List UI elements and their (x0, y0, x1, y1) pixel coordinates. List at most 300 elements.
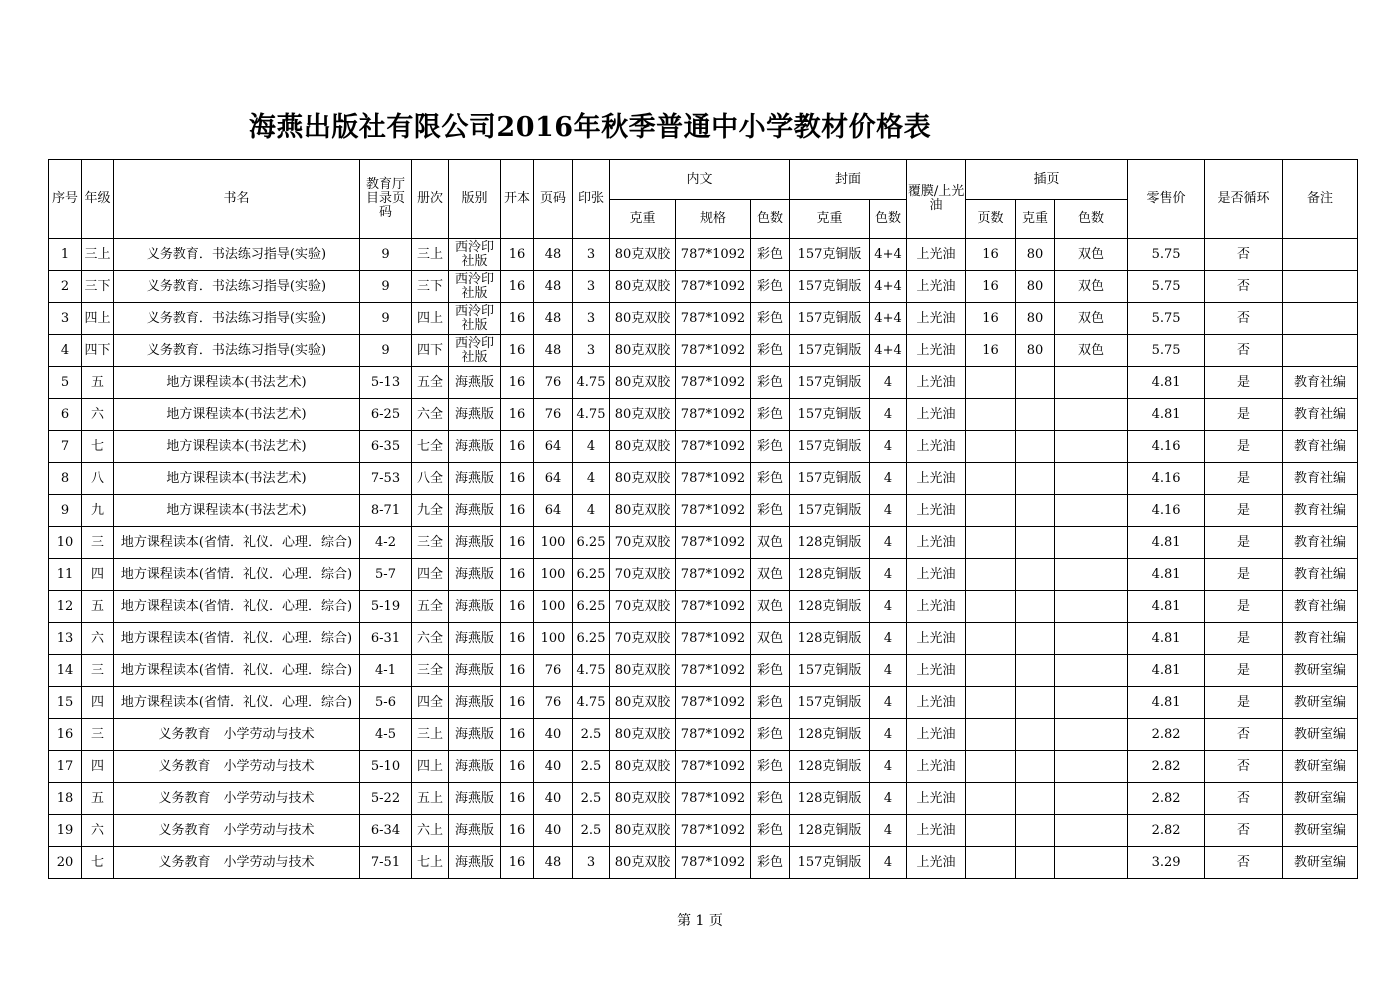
cell-inner-color: 双色 (751, 527, 790, 559)
cell-price: 5.75 (1128, 239, 1205, 271)
cell-insert-weight: 80 (1016, 335, 1055, 367)
cell-volume: 七上 (412, 847, 449, 879)
table-row (49, 431, 1358, 463)
cell-cover-weight: 128克铜版 (790, 527, 870, 559)
cell-name: 义务教育 小学劳动与技术 (114, 815, 360, 847)
cell-format: 16 (501, 303, 534, 335)
table-row (49, 719, 1358, 751)
cell-format: 16 (501, 527, 534, 559)
cell-cycle: 是 (1205, 559, 1283, 591)
cell-insert-weight (1016, 527, 1055, 559)
table-row (49, 495, 1358, 527)
cell-inner-weight: 80克双胶 (610, 783, 676, 815)
cell-inner-color: 双色 (751, 623, 790, 655)
cell-cycle: 否 (1205, 335, 1283, 367)
cell-sheets: 3 (573, 335, 610, 367)
cell-cover-color: 4 (870, 431, 907, 463)
cell-cover-color: 4 (870, 527, 907, 559)
header-cycle: 是否循环 (1205, 160, 1283, 239)
cell-seq: 12 (49, 591, 82, 623)
cell-inner-spec: 787*1092 (676, 463, 751, 495)
cell-price: 4.81 (1128, 623, 1205, 655)
cell-insert-color (1055, 623, 1128, 655)
header-insert-pages: 页数 (966, 200, 1016, 239)
cell-insert-pages (966, 367, 1016, 399)
cell-catalog: 9 (360, 335, 412, 367)
cell-cover-weight: 157克铜版 (790, 399, 870, 431)
cell-cover-color: 4+4 (870, 239, 907, 271)
cell-cycle: 是 (1205, 495, 1283, 527)
cell-seq: 14 (49, 655, 82, 687)
cell-inner-color: 彩色 (751, 719, 790, 751)
cell-cycle: 是 (1205, 463, 1283, 495)
cell-insert-weight (1016, 367, 1055, 399)
cell-inner-spec: 787*1092 (676, 271, 751, 303)
cell-cover-weight: 157克铜版 (790, 655, 870, 687)
cell-seq: 2 (49, 271, 82, 303)
table-row (49, 623, 1358, 655)
cell-format: 16 (501, 495, 534, 527)
cell-volume: 七全 (412, 431, 449, 463)
cell-grade: 四 (82, 687, 114, 719)
cell-format: 16 (501, 239, 534, 271)
cell-cover-color: 4 (870, 463, 907, 495)
cell-edition: 西泠印社版 (449, 239, 501, 271)
cell-insert-pages (966, 495, 1016, 527)
cell-format: 16 (501, 719, 534, 751)
cell-price: 4.81 (1128, 591, 1205, 623)
cell-edition: 海燕版 (449, 719, 501, 751)
header-price: 零售价 (1128, 160, 1205, 239)
cell-edition: 海燕版 (449, 783, 501, 815)
cell-insert-color (1055, 719, 1128, 751)
cell-sheets: 2.5 (573, 815, 610, 847)
cell-insert-color (1055, 463, 1128, 495)
cell-cover-color: 4+4 (870, 271, 907, 303)
cell-catalog: 8-71 (360, 495, 412, 527)
cell-inner-color: 彩色 (751, 271, 790, 303)
cell-film: 上光油 (907, 655, 966, 687)
table-row (49, 559, 1358, 591)
cell-note (1283, 303, 1358, 335)
cell-name: 地方课程读本(省情．礼仪．心理．综合) (114, 559, 360, 591)
cell-insert-color: 双色 (1055, 303, 1128, 335)
header-inner: 内文 (610, 160, 790, 200)
cell-catalog: 6-25 (360, 399, 412, 431)
cell-note: 教研室编 (1283, 847, 1358, 879)
cell-grade: 四下 (82, 335, 114, 367)
cell-insert-pages (966, 719, 1016, 751)
cell-inner-color: 彩色 (751, 655, 790, 687)
cell-pages: 48 (534, 847, 573, 879)
cell-cover-color: 4 (870, 815, 907, 847)
cell-insert-pages: 16 (966, 335, 1016, 367)
cell-pages: 64 (534, 431, 573, 463)
cell-note (1283, 335, 1358, 367)
cell-pages: 64 (534, 495, 573, 527)
table-row (49, 239, 1358, 271)
cell-catalog: 4-2 (360, 527, 412, 559)
cell-volume: 六全 (412, 623, 449, 655)
header-grade: 年级 (82, 160, 114, 239)
cell-inner-weight: 80克双胶 (610, 399, 676, 431)
cell-film: 上光油 (907, 623, 966, 655)
table-row (49, 815, 1358, 847)
cell-catalog: 7-51 (360, 847, 412, 879)
cell-cover-weight: 157克铜版 (790, 303, 870, 335)
cell-edition: 海燕版 (449, 655, 501, 687)
cell-edition: 海燕版 (449, 463, 501, 495)
cell-inner-spec: 787*1092 (676, 399, 751, 431)
cell-seq: 9 (49, 495, 82, 527)
cell-insert-pages (966, 463, 1016, 495)
cell-insert-pages (966, 847, 1016, 879)
cell-note: 教研室编 (1283, 783, 1358, 815)
cell-pages: 40 (534, 719, 573, 751)
cell-format: 16 (501, 847, 534, 879)
cell-name: 义务教育 小学劳动与技术 (114, 719, 360, 751)
cell-sheets: 3 (573, 303, 610, 335)
cell-inner-color: 彩色 (751, 431, 790, 463)
cell-format: 16 (501, 751, 534, 783)
cell-name: 义务教育．书法练习指导(实验) (114, 335, 360, 367)
cell-name: 地方课程读本(省情．礼仪．心理．综合) (114, 655, 360, 687)
cell-pages: 64 (534, 463, 573, 495)
cell-name: 地方课程读本(书法艺术) (114, 399, 360, 431)
cell-grade: 三 (82, 719, 114, 751)
cell-inner-weight: 80克双胶 (610, 495, 676, 527)
cell-insert-weight (1016, 431, 1055, 463)
table-row (49, 847, 1358, 879)
cell-catalog: 7-53 (360, 463, 412, 495)
cell-format: 16 (501, 783, 534, 815)
cell-volume: 六上 (412, 815, 449, 847)
cell-cycle: 否 (1205, 751, 1283, 783)
cell-inner-spec: 787*1092 (676, 687, 751, 719)
cell-cover-color: 4 (870, 367, 907, 399)
cell-edition: 海燕版 (449, 847, 501, 879)
cell-film: 上光油 (907, 463, 966, 495)
cell-cover-weight: 128克铜版 (790, 751, 870, 783)
cell-pages: 100 (534, 591, 573, 623)
cell-note: 教研室编 (1283, 751, 1358, 783)
cell-price: 4.81 (1128, 655, 1205, 687)
header-insert-color: 色数 (1055, 200, 1128, 239)
cell-edition: 海燕版 (449, 431, 501, 463)
header-inner-weight: 克重 (610, 200, 676, 239)
cell-insert-pages (966, 559, 1016, 591)
cell-note: 教育社编 (1283, 559, 1358, 591)
cell-insert-color: 双色 (1055, 335, 1128, 367)
cell-inner-weight: 80克双胶 (610, 335, 676, 367)
cell-format: 16 (501, 655, 534, 687)
cell-film: 上光油 (907, 303, 966, 335)
cell-format: 16 (501, 623, 534, 655)
cell-inner-color: 彩色 (751, 783, 790, 815)
page-title: 海燕出版社有限公司2016年秋季普通中小学教材价格表 (248, 112, 932, 143)
cell-inner-color: 彩色 (751, 463, 790, 495)
cell-sheets: 4.75 (573, 399, 610, 431)
cell-price: 4.81 (1128, 687, 1205, 719)
header-seq: 序号 (49, 160, 82, 239)
cell-insert-weight: 80 (1016, 239, 1055, 271)
header-pages: 页码 (534, 160, 573, 239)
cell-inner-color: 彩色 (751, 239, 790, 271)
cell-seq: 8 (49, 463, 82, 495)
cell-cover-color: 4 (870, 559, 907, 591)
cell-volume: 四全 (412, 559, 449, 591)
cell-inner-spec: 787*1092 (676, 527, 751, 559)
cell-insert-weight: 80 (1016, 271, 1055, 303)
cell-price: 4.16 (1128, 431, 1205, 463)
cell-seq: 7 (49, 431, 82, 463)
cell-insert-color (1055, 687, 1128, 719)
cell-price: 4.16 (1128, 463, 1205, 495)
cell-grade: 三 (82, 655, 114, 687)
cell-cycle: 是 (1205, 399, 1283, 431)
cell-cycle: 否 (1205, 719, 1283, 751)
header-format: 开本 (501, 160, 534, 239)
cell-price: 4.81 (1128, 559, 1205, 591)
cell-cover-weight: 157克铜版 (790, 335, 870, 367)
cell-price: 2.82 (1128, 783, 1205, 815)
cell-inner-color: 彩色 (751, 335, 790, 367)
cell-cycle: 是 (1205, 591, 1283, 623)
cell-film: 上光油 (907, 367, 966, 399)
cell-inner-spec: 787*1092 (676, 655, 751, 687)
cell-cover-weight: 157克铜版 (790, 367, 870, 399)
cell-cycle: 是 (1205, 367, 1283, 399)
cell-inner-spec: 787*1092 (676, 815, 751, 847)
cell-insert-color: 双色 (1055, 239, 1128, 271)
cell-cycle: 是 (1205, 527, 1283, 559)
cell-inner-color: 双色 (751, 559, 790, 591)
cell-insert-color (1055, 655, 1128, 687)
cell-volume: 三全 (412, 527, 449, 559)
cell-catalog: 5-6 (360, 687, 412, 719)
cell-sheets: 4 (573, 495, 610, 527)
cell-format: 16 (501, 591, 534, 623)
cell-cycle: 是 (1205, 431, 1283, 463)
cell-volume: 四全 (412, 687, 449, 719)
cell-inner-spec: 787*1092 (676, 303, 751, 335)
cell-price: 5.75 (1128, 303, 1205, 335)
cell-volume: 三上 (412, 719, 449, 751)
cell-seq: 15 (49, 687, 82, 719)
header-row-1 (49, 160, 1358, 200)
cell-grade: 六 (82, 623, 114, 655)
cell-cover-weight: 157克铜版 (790, 687, 870, 719)
cell-sheets: 6.25 (573, 559, 610, 591)
cell-price: 2.82 (1128, 751, 1205, 783)
cell-format: 16 (501, 367, 534, 399)
cell-grade: 五 (82, 591, 114, 623)
cell-insert-weight (1016, 559, 1055, 591)
cell-film: 上光油 (907, 527, 966, 559)
cell-edition: 海燕版 (449, 687, 501, 719)
header-name: 书名 (114, 160, 360, 239)
cell-seq: 17 (49, 751, 82, 783)
cell-edition: 海燕版 (449, 815, 501, 847)
header-note: 备注 (1283, 160, 1358, 239)
cell-note (1283, 271, 1358, 303)
cell-seq: 13 (49, 623, 82, 655)
cell-pages: 76 (534, 399, 573, 431)
cell-format: 16 (501, 559, 534, 591)
cell-cover-color: 4+4 (870, 303, 907, 335)
cell-insert-weight (1016, 399, 1055, 431)
cell-cover-weight: 157克铜版 (790, 239, 870, 271)
cell-inner-color: 彩色 (751, 399, 790, 431)
cell-edition: 西泠印社版 (449, 303, 501, 335)
cell-pages: 100 (534, 623, 573, 655)
cell-inner-color: 彩色 (751, 495, 790, 527)
cell-insert-pages (966, 527, 1016, 559)
cell-inner-spec: 787*1092 (676, 559, 751, 591)
cell-edition: 海燕版 (449, 751, 501, 783)
cell-name: 义务教育 小学劳动与技术 (114, 751, 360, 783)
cell-note: 教研室编 (1283, 815, 1358, 847)
cell-inner-spec: 787*1092 (676, 335, 751, 367)
cell-name: 地方课程读本(书法艺术) (114, 431, 360, 463)
table-row (49, 303, 1358, 335)
cell-inner-weight: 70克双胶 (610, 591, 676, 623)
cell-grade: 八 (82, 463, 114, 495)
cell-pages: 100 (534, 527, 573, 559)
cell-catalog: 5-10 (360, 751, 412, 783)
cell-inner-spec: 787*1092 (676, 239, 751, 271)
cell-inner-weight: 80克双胶 (610, 751, 676, 783)
cell-edition: 海燕版 (449, 399, 501, 431)
table-row (49, 463, 1358, 495)
cell-grade: 五 (82, 783, 114, 815)
cell-inner-spec: 787*1092 (676, 623, 751, 655)
cell-insert-pages (966, 783, 1016, 815)
cell-volume: 六全 (412, 399, 449, 431)
cell-sheets: 6.25 (573, 527, 610, 559)
cell-insert-pages: 16 (966, 303, 1016, 335)
cell-edition: 海燕版 (449, 527, 501, 559)
table-row (49, 335, 1358, 367)
cell-catalog: 9 (360, 271, 412, 303)
table-row (49, 591, 1358, 623)
cell-grade: 四上 (82, 303, 114, 335)
cell-grade: 五 (82, 367, 114, 399)
cell-note: 教育社编 (1283, 527, 1358, 559)
cell-film: 上光油 (907, 719, 966, 751)
cell-seq: 3 (49, 303, 82, 335)
cell-inner-spec: 787*1092 (676, 783, 751, 815)
header-insert-weight: 克重 (1016, 200, 1055, 239)
cell-catalog: 6-31 (360, 623, 412, 655)
cell-volume: 五全 (412, 367, 449, 399)
cell-format: 16 (501, 431, 534, 463)
cell-price: 3.29 (1128, 847, 1205, 879)
header-volume: 册次 (412, 160, 449, 239)
cell-inner-color: 彩色 (751, 687, 790, 719)
cell-inner-color: 彩色 (751, 847, 790, 879)
cell-price: 5.75 (1128, 335, 1205, 367)
cell-seq: 20 (49, 847, 82, 879)
cell-pages: 48 (534, 335, 573, 367)
cell-film: 上光油 (907, 431, 966, 463)
table-body (49, 160, 1358, 879)
cell-cover-weight: 157克铜版 (790, 495, 870, 527)
cell-cycle: 否 (1205, 815, 1283, 847)
cell-cover-color: 4 (870, 399, 907, 431)
table-row (49, 399, 1358, 431)
cell-seq: 11 (49, 559, 82, 591)
cell-inner-color: 彩色 (751, 303, 790, 335)
table-row (49, 783, 1358, 815)
cell-grade: 四 (82, 751, 114, 783)
cell-note: 教研室编 (1283, 687, 1358, 719)
cell-cover-weight: 157克铜版 (790, 271, 870, 303)
cell-grade: 九 (82, 495, 114, 527)
cell-cover-weight: 128克铜版 (790, 559, 870, 591)
cell-note: 教研室编 (1283, 719, 1358, 751)
cell-inner-weight: 80克双胶 (610, 431, 676, 463)
cell-insert-pages (966, 431, 1016, 463)
cell-inner-weight: 70克双胶 (610, 623, 676, 655)
cell-inner-spec: 787*1092 (676, 367, 751, 399)
cell-pages: 76 (534, 687, 573, 719)
cell-pages: 48 (534, 271, 573, 303)
header-edition: 版别 (449, 160, 501, 239)
cell-note: 教育社编 (1283, 367, 1358, 399)
cell-volume: 八全 (412, 463, 449, 495)
cell-inner-weight: 80克双胶 (610, 815, 676, 847)
cell-name: 地方课程读本(省情．礼仪．心理．综合) (114, 527, 360, 559)
cell-pages: 40 (534, 751, 573, 783)
cell-note: 教研室编 (1283, 655, 1358, 687)
cell-edition: 海燕版 (449, 591, 501, 623)
cell-insert-color (1055, 399, 1128, 431)
cell-insert-weight (1016, 847, 1055, 879)
cell-name: 地方课程读本(书法艺术) (114, 463, 360, 495)
cell-sheets: 4 (573, 431, 610, 463)
cell-insert-pages (966, 815, 1016, 847)
cell-pages: 76 (534, 655, 573, 687)
cell-insert-color (1055, 783, 1128, 815)
cell-catalog: 6-34 (360, 815, 412, 847)
cell-sheets: 3 (573, 239, 610, 271)
cell-edition: 西泠印社版 (449, 271, 501, 303)
cell-cover-weight: 128克铜版 (790, 591, 870, 623)
cell-insert-pages (966, 655, 1016, 687)
cell-price: 4.81 (1128, 399, 1205, 431)
cell-insert-pages: 16 (966, 271, 1016, 303)
cell-catalog: 4-1 (360, 655, 412, 687)
cell-inner-weight: 80克双胶 (610, 463, 676, 495)
cell-film: 上光油 (907, 783, 966, 815)
table-row (49, 687, 1358, 719)
header-cover-color: 色数 (870, 200, 907, 239)
cell-inner-spec: 787*1092 (676, 847, 751, 879)
cell-name: 义务教育．书法练习指导(实验) (114, 303, 360, 335)
cell-inner-color: 彩色 (751, 815, 790, 847)
cell-film: 上光油 (907, 399, 966, 431)
cell-cycle: 是 (1205, 623, 1283, 655)
cell-edition: 海燕版 (449, 495, 501, 527)
cell-film: 上光油 (907, 239, 966, 271)
cell-pages: 48 (534, 239, 573, 271)
cell-price: 4.16 (1128, 495, 1205, 527)
cell-pages: 40 (534, 783, 573, 815)
cell-price: 4.81 (1128, 367, 1205, 399)
cell-cover-color: 4 (870, 495, 907, 527)
cell-inner-weight: 80克双胶 (610, 303, 676, 335)
